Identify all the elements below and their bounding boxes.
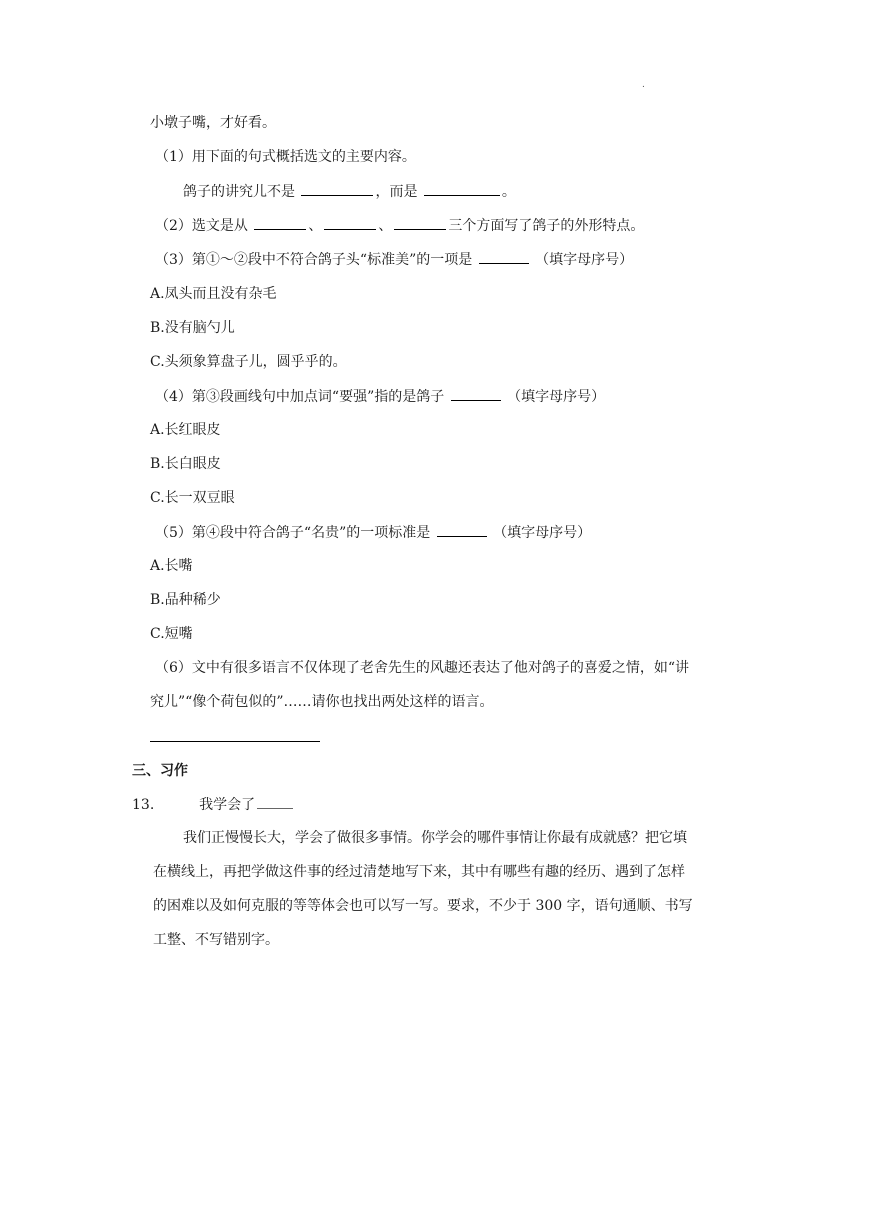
sub3-option-b: B.没有脑勺儿 <box>150 320 235 336</box>
sub5-text-b: （填字母序号） <box>493 525 592 541</box>
sub3-prompt <box>155 249 633 270</box>
sub1-pattern <box>183 181 516 202</box>
sub3-text-b: （填字母序号） <box>535 252 634 268</box>
sub5-option-a: A.长嘴 <box>150 558 193 574</box>
answer-blank[interactable] <box>394 215 446 230</box>
sub4-prompt <box>155 386 605 407</box>
header-dot: . <box>642 80 645 90</box>
sub2-text-b: 三个方面写了鸽子的外形特点。 <box>448 218 645 234</box>
answer-blank[interactable] <box>479 249 529 264</box>
answer-blank[interactable] <box>424 181 500 196</box>
sub3-option-a: A.凤头而且没有杂毛 <box>150 286 277 302</box>
sub2-text-a: （2）选文是从 <box>155 218 248 234</box>
sub6-line1: （6）文中有很多语言不仅体现了老舍先生的风趣还表达了他对鸽子的喜爱之情，如“讲 <box>155 660 690 676</box>
sub3-option-c: C.头须象算盘子儿，圆乎乎的。 <box>150 354 347 370</box>
essay-title: 我学会了 <box>199 797 256 813</box>
essay-instructions-line2: 在横线上，再把学做这件事的经过清楚地写下来，其中有哪些有趣的经历、遇到了怎样 <box>153 864 685 880</box>
sub1-pattern-c: 。 <box>501 184 516 200</box>
answer-blank[interactable] <box>324 215 376 230</box>
sub4-option-c: C.长一双豆眼 <box>150 490 235 506</box>
section-heading: 三、习作 <box>132 763 188 779</box>
sub1-pattern-b: ，而是 <box>375 184 418 200</box>
passage-continuation: 小墩子嘴，才好看。 <box>150 115 276 131</box>
answer-blank[interactable] <box>437 522 487 537</box>
sub2-prompt <box>155 215 644 236</box>
sub4-text-a: （4）第③段画线句中加点词“要强”指的是鸽子 <box>155 389 445 405</box>
answer-blank[interactable] <box>451 386 501 401</box>
essay-instructions-line3: 的困难以及如何克服的等等体会也可以写一写。要求，不少于 300 字，语句通顺、书写 <box>153 898 693 914</box>
sub5-text-a: （5）第④段中符合鸽子“名贵”的一项标准是 <box>155 525 431 541</box>
title-blank[interactable] <box>257 794 293 809</box>
sub5-option-c: C.短嘴 <box>150 626 193 642</box>
sub4-text-b: （填字母序号） <box>507 389 606 405</box>
answer-blank[interactable] <box>254 215 306 230</box>
sub4-option-b: B.长白眼皮 <box>150 456 221 472</box>
sub4-option-a: A.长红眼皮 <box>150 422 221 438</box>
separator: 、 <box>378 218 393 234</box>
separator: 、 <box>308 218 323 234</box>
sub1-pattern-a: 鸽子的讲究儿不是 <box>183 184 295 200</box>
essay-instructions-line1: 我们正慢慢长大，学会了做很多事情。你学会的哪件事情让你最有成就感？把它填 <box>183 830 687 846</box>
sub6-line2: 究儿”“像个荷包似的”……请你也找出两处这样的语言。 <box>150 694 494 710</box>
answer-line[interactable] <box>150 741 320 742</box>
sub3-text-a: （3）第①～②段中不符合鸽子头“标准美”的一项是 <box>155 252 473 268</box>
essay-instructions-line4: 工整、不写错别字。 <box>153 932 279 948</box>
sub1-prompt: （1）用下面的句式概括选文的主要内容。 <box>155 149 416 165</box>
question-13 <box>132 794 293 815</box>
sub5-option-b: B.品种稀少 <box>150 592 221 608</box>
answer-blank[interactable] <box>301 181 373 196</box>
sub5-prompt <box>155 522 591 543</box>
question-number: 13. <box>132 797 155 813</box>
